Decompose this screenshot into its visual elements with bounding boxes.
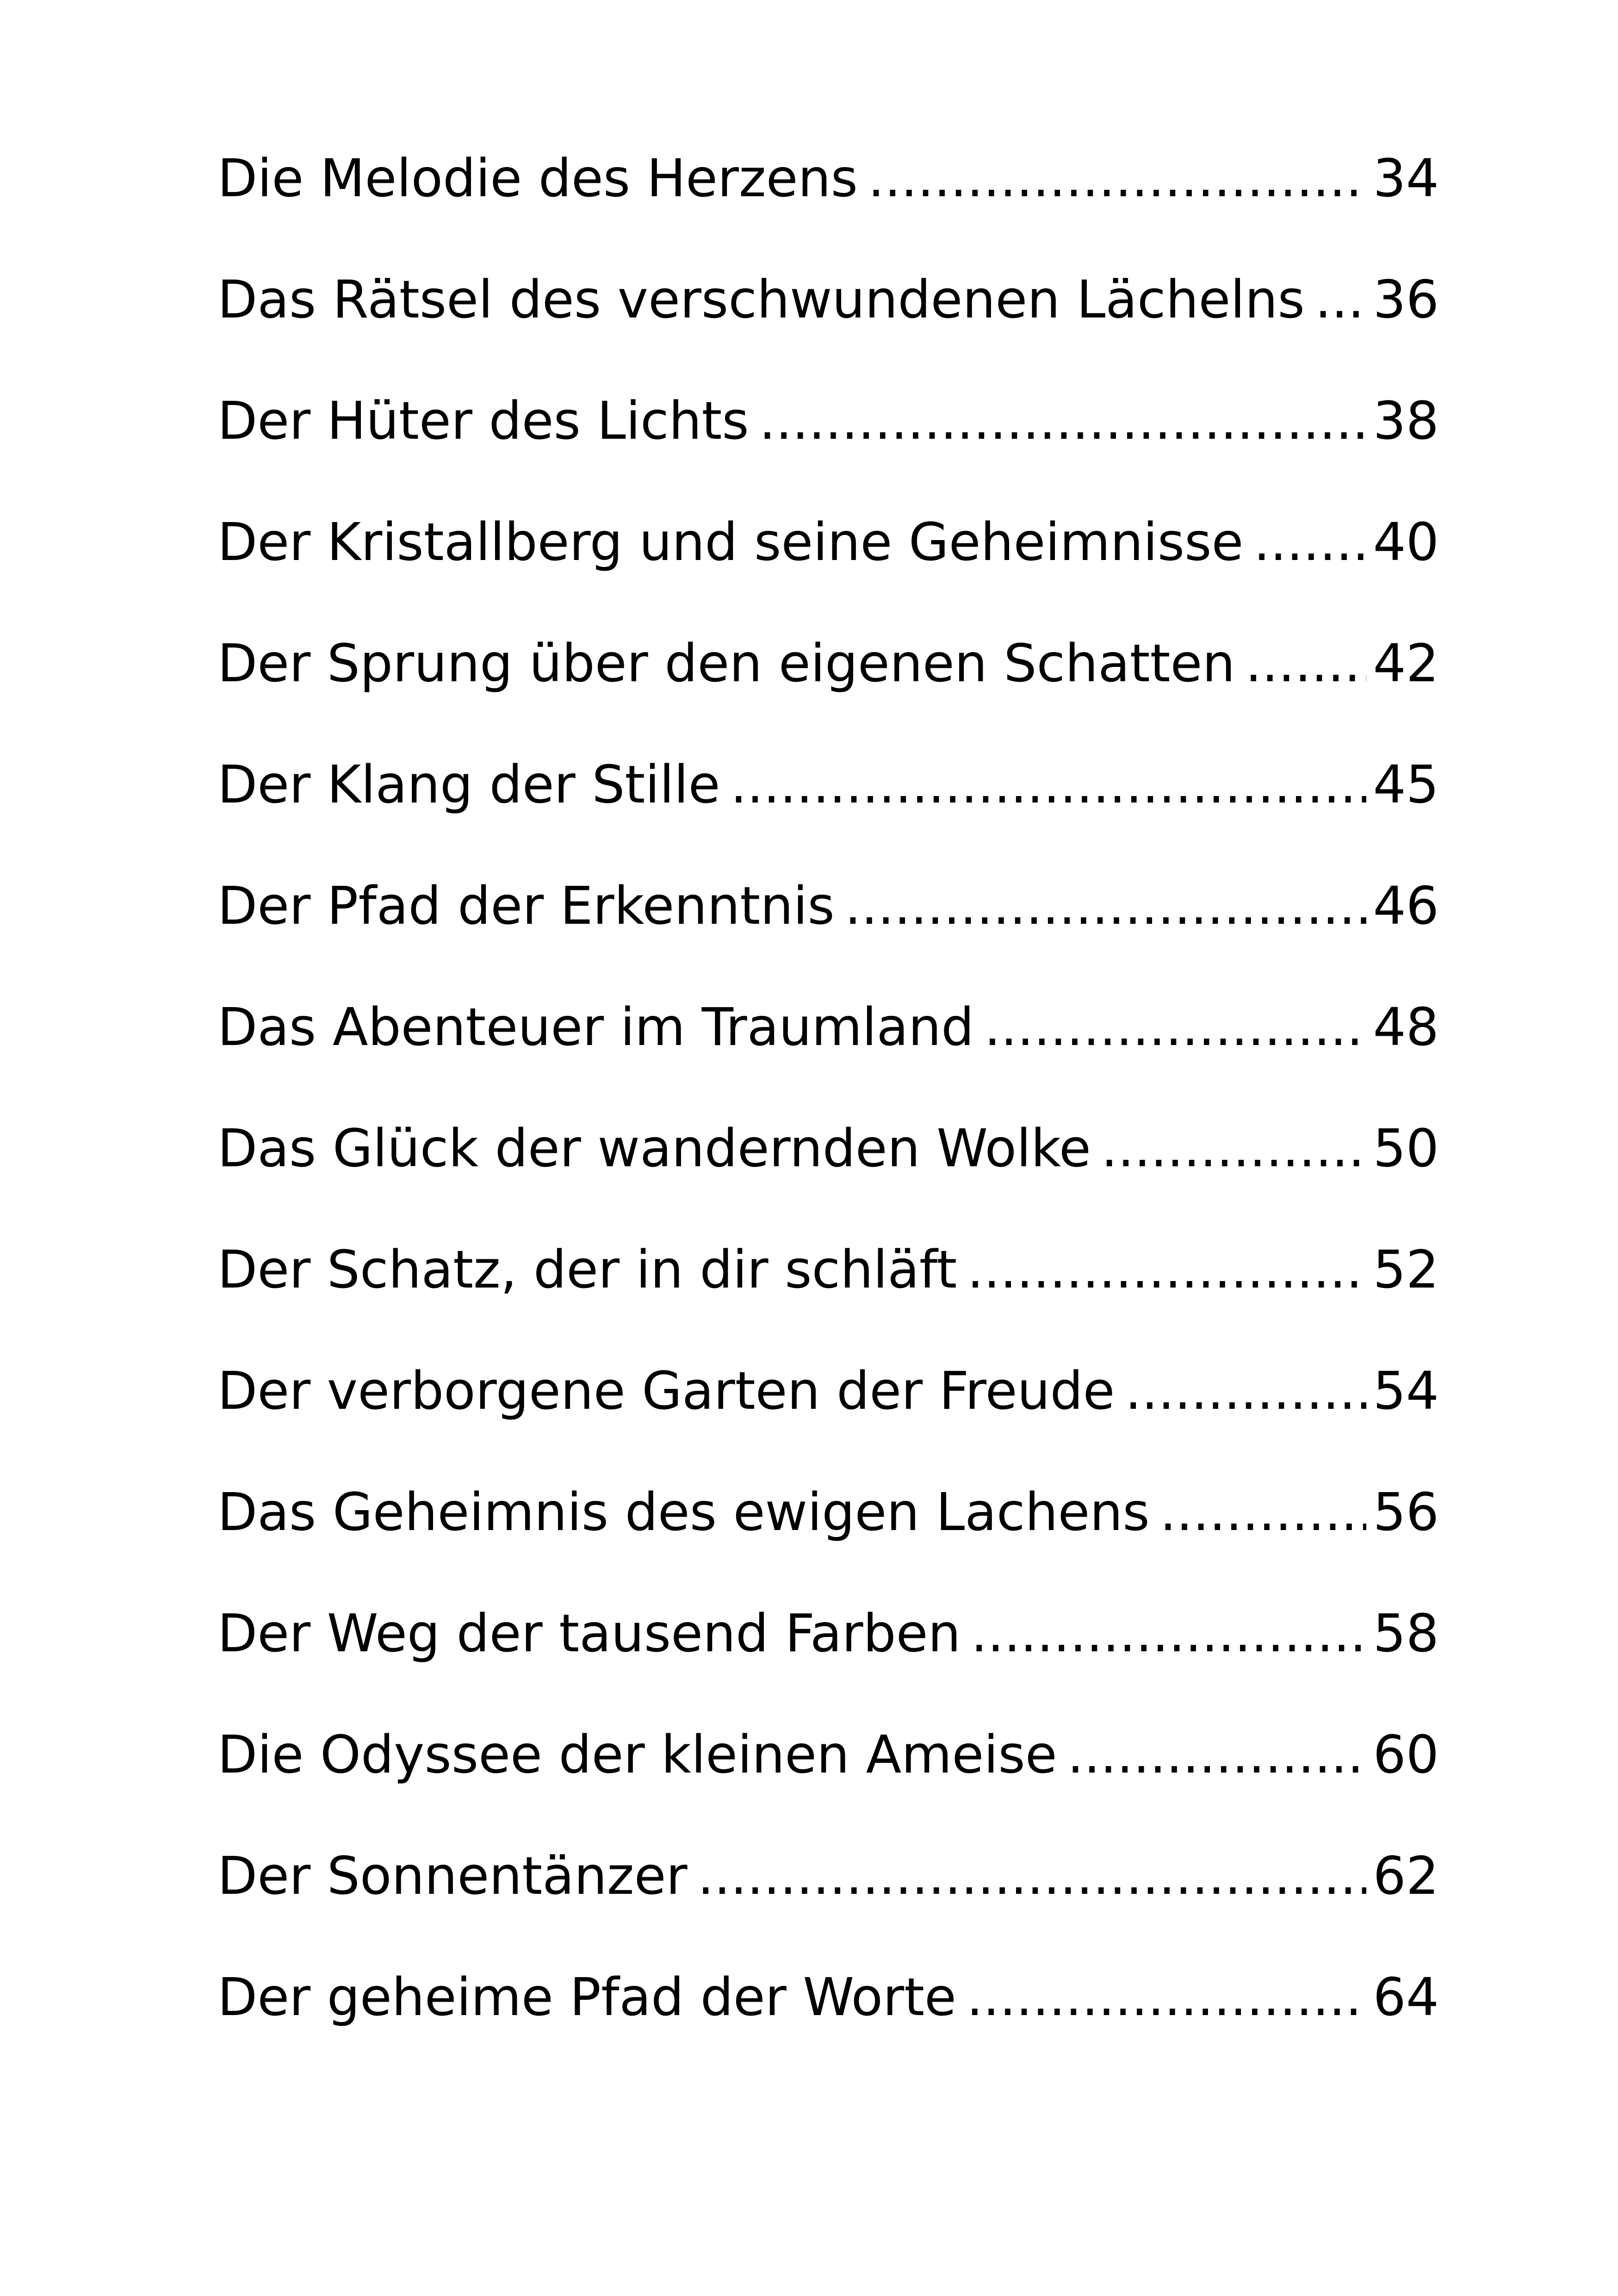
toc-entry <box>217 1850 1439 1972</box>
toc-entry-page-number: 45 <box>1373 759 1439 815</box>
table-of-contents <box>217 153 1439 2093</box>
toc-dot-leader <box>698 1850 1367 1902</box>
toc-entry <box>217 1244 1439 1365</box>
toc-entry-title: Der geheime Pfad der Worte <box>217 1972 956 2028</box>
toc-dot-leader <box>1245 638 1366 690</box>
toc-entry <box>217 274 1439 395</box>
toc-entry-title: Das Abenteuer im Traumland <box>217 1002 974 1058</box>
toc-entry-page-number: 38 <box>1373 395 1439 451</box>
toc-entry <box>217 516 1439 638</box>
toc-entry <box>217 153 1439 274</box>
toc-entry <box>217 1487 1439 1608</box>
toc-dot-leader <box>1253 516 1366 568</box>
toc-entry <box>217 1608 1439 1729</box>
toc-entry-title: Der Kristallberg und seine Geheimnisse <box>217 516 1244 572</box>
toc-entry <box>217 1365 1439 1487</box>
toc-dot-leader <box>971 1608 1367 1660</box>
toc-entry-title: Der verborgene Garten der Freude <box>217 1365 1115 1421</box>
toc-dot-leader <box>1067 1729 1367 1781</box>
toc-dot-leader <box>1101 1123 1367 1175</box>
toc-entry-page-number: 34 <box>1373 153 1439 209</box>
toc-dot-leader <box>845 880 1367 932</box>
toc-entry-page-number: 46 <box>1373 880 1439 936</box>
toc-entry-title: Der Sprung über den eigenen Schatten <box>217 638 1235 694</box>
toc-entry <box>217 1123 1439 1244</box>
toc-entry-page-number: 36 <box>1373 274 1439 330</box>
toc-entry-page-number: 54 <box>1373 1365 1439 1421</box>
toc-entry-page-number: 42 <box>1373 638 1439 694</box>
toc-dot-leader <box>967 1244 1366 1296</box>
toc-entry-page-number: 60 <box>1373 1729 1439 1785</box>
toc-entry-title: Das Geheimnis des ewigen Lachens <box>217 1487 1150 1543</box>
toc-entry-title: Das Rätsel des verschwundenen Lächelns <box>217 274 1305 330</box>
toc-entry <box>217 638 1439 759</box>
toc-entry <box>217 395 1439 516</box>
toc-dot-leader <box>967 1972 1367 2023</box>
toc-dot-leader <box>1125 1365 1367 1417</box>
toc-entry-page-number: 64 <box>1373 1972 1439 2028</box>
toc-dot-leader <box>1160 1487 1367 1538</box>
toc-entry-page-number: 40 <box>1373 516 1439 572</box>
toc-dot-leader <box>868 153 1367 205</box>
toc-dot-leader <box>1315 274 1367 326</box>
toc-entry-page-number: 58 <box>1373 1608 1439 1664</box>
toc-entry-page-number: 56 <box>1373 1487 1439 1543</box>
toc-entry-title: Der Hüter des Lichts <box>217 395 749 451</box>
toc-entry <box>217 1729 1439 1850</box>
toc-entry-title: Der Schatz, der in dir schläft <box>217 1244 957 1300</box>
toc-entry <box>217 1972 1439 2093</box>
toc-entry-title: Der Weg der tausend Farben <box>217 1608 961 1664</box>
toc-entry-title: Der Sonnentänzer <box>217 1850 688 1906</box>
toc-entry-page-number: 50 <box>1373 1123 1439 1179</box>
toc-entry-page-number: 62 <box>1373 1850 1439 1906</box>
toc-entry <box>217 880 1439 1002</box>
toc-entry-page-number: 52 <box>1373 1244 1439 1300</box>
toc-entry-title: Der Klang der Stille <box>217 759 720 815</box>
toc-entry <box>217 1002 1439 1123</box>
toc-entry-title: Der Pfad der Erkenntnis <box>217 880 835 936</box>
toc-entry-title: Das Glück der wandernden Wolke <box>217 1123 1091 1179</box>
toc-entry-title: Die Odyssee der kleinen Ameise <box>217 1729 1057 1785</box>
toc-dot-leader <box>759 395 1367 447</box>
toc-dot-leader <box>984 1002 1366 1053</box>
toc-dot-leader <box>731 759 1367 811</box>
toc-entry-page-number: 48 <box>1373 1002 1439 1058</box>
toc-entry-title: Die Melodie des Herzens <box>217 153 858 209</box>
toc-entry <box>217 759 1439 880</box>
